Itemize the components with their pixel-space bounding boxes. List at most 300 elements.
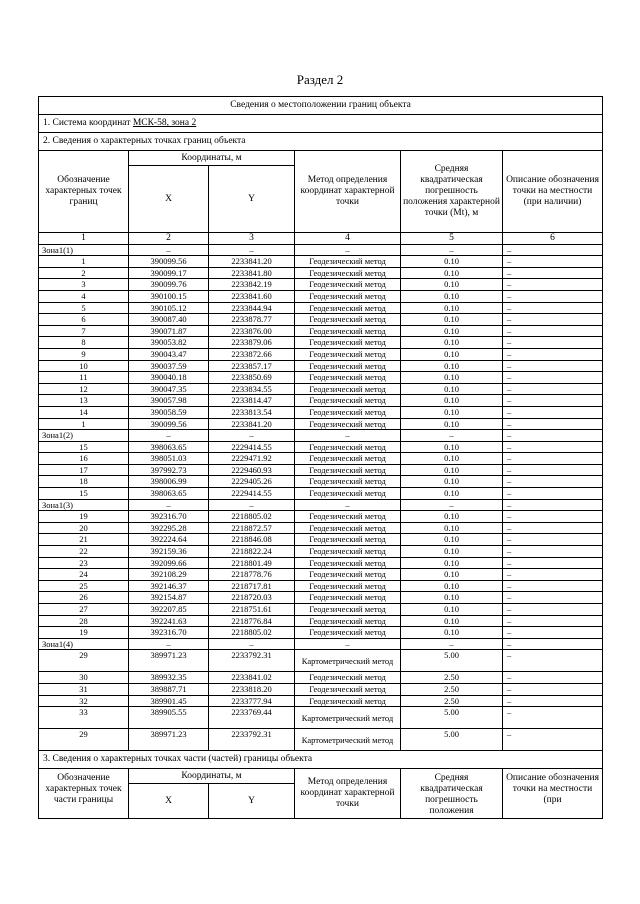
cell-method: Геодезический метод [295,279,401,291]
cell-description: – [503,337,603,349]
table-row [39,615,603,627]
table-row [39,511,603,523]
col-number: 1 [39,233,129,245]
table-row [39,464,603,476]
cell-accuracy: 0.10 [401,592,503,604]
cell-method: Геодезический метод [295,534,401,546]
header3-y: Y [209,784,295,819]
cell-x: 390037.59 [129,360,209,372]
table-row [39,557,603,569]
cell-accuracy: 0.10 [401,418,503,430]
cell-y: 2233857.17 [209,360,295,372]
cell-accuracy: 0.10 [401,534,503,546]
table-row [39,441,603,453]
table-row [39,650,603,672]
table-row [39,707,603,729]
cell-accuracy: 0.10 [401,337,503,349]
cell-method: Геодезический метод [295,372,401,384]
cell-method: Геодезический метод [295,337,401,349]
cell-description: – [503,302,603,314]
cell-method: Геодезический метод [295,627,401,639]
cell-y: – [209,499,295,511]
cell-x: 390047.35 [129,383,209,395]
cell-accuracy: 0.10 [401,464,503,476]
table-row [39,627,603,639]
cell-x: 392099.66 [129,557,209,569]
cell-x: – [129,638,209,650]
cell-point-number: 7 [39,325,129,337]
cell-description: – [503,499,603,511]
cell-x: 392154.87 [129,592,209,604]
cell-x: 398051.03 [129,453,209,465]
table-row [39,580,603,592]
cell-y: 2233841.02 [209,672,295,684]
table-row [39,569,603,581]
cell-x: 392316.70 [129,511,209,523]
table-row [39,372,603,384]
cell-method: Геодезический метод [295,522,401,534]
cell-method: Геодезический метод [295,290,401,302]
cell-y: 2218872.57 [209,522,295,534]
cell-x: 398063.65 [129,441,209,453]
cell-point-number: 8 [39,337,129,349]
table-row [39,360,603,372]
cell-point-number: 24 [39,569,129,581]
cell-method: Геодезический метод [295,592,401,604]
coord-system-value: МСК-58, зона 2 [132,118,197,128]
cell-method: Геодезический метод [295,360,401,372]
cell-description: – [503,453,603,465]
cell-point-number: 19 [39,511,129,523]
cell-accuracy: 0.10 [401,604,503,616]
cell-x: 390043.47 [129,348,209,360]
cell-accuracy: 5.00 [401,729,503,751]
cell-x: 390099.76 [129,279,209,291]
column-numbers-row [39,233,603,245]
table-row [39,383,603,395]
cell-accuracy: 0.10 [401,406,503,418]
cell-description: – [503,430,603,442]
cell-description: – [503,683,603,695]
cell-point-number: 31 [39,683,129,695]
table-row [39,256,603,268]
header-x: X [129,166,209,233]
cell-point-number: 10 [39,360,129,372]
cell-description: – [503,592,603,604]
table-row [39,672,603,684]
cell-point-number: 18 [39,476,129,488]
cell-accuracy: 2.50 [401,695,503,707]
zone-row [39,638,603,650]
table-row [39,729,603,751]
cell-x: 392224.64 [129,534,209,546]
cell-y: 2218720.03 [209,592,295,604]
cell-description: – [503,488,603,500]
cell-x: 392295.28 [129,522,209,534]
cell-method: Геодезический метод [295,511,401,523]
table-row [39,290,603,302]
cell-point-number: 19 [39,627,129,639]
cell-method: Геодезический метод [295,441,401,453]
zone-label: Зона1(2) [39,430,129,442]
table-row [39,592,603,604]
header-accuracy: Средняя квадратическая погрешность положения характерной точки (Mt), м [401,151,503,233]
cell-description: – [503,557,603,569]
cell-x: 390058.59 [129,406,209,418]
cell-y: 2218805.02 [209,511,295,523]
cell-point-number: 23 [39,557,129,569]
cell-x: 390087.40 [129,314,209,326]
cell-y: 2218776.84 [209,615,295,627]
cell-method: Картометрический метод [295,729,401,751]
table-row [39,683,603,695]
cell-description: – [503,244,603,256]
table-row [39,418,603,430]
cell-y: – [209,430,295,442]
cell-x: 390071.87 [129,325,209,337]
col-number: 6 [503,233,603,245]
cell-y: 2218801.49 [209,557,295,569]
cell-method: Геодезический метод [295,314,401,326]
cell-point-number: 16 [39,453,129,465]
cell-description: – [503,695,603,707]
table-row [39,453,603,465]
col-number: 2 [129,233,209,245]
header3-method: Метод определения координат характерной точки [295,769,401,819]
cell-method: Геодезический метод [295,453,401,465]
cell-x: 397992.73 [129,464,209,476]
cell-method: Геодезический метод [295,406,401,418]
cell-y: 2233842.19 [209,279,295,291]
coord-system-label: 1. Система координат [43,118,133,128]
cell-y: 2233818.20 [209,683,295,695]
cell-accuracy: 0.10 [401,557,503,569]
cell-accuracy: 0.10 [401,372,503,384]
cell-point-number: 25 [39,580,129,592]
cell-method: – [295,430,401,442]
cell-accuracy: 2.50 [401,672,503,684]
cell-y: 2218846.08 [209,534,295,546]
cell-x: 390099.56 [129,418,209,430]
cell-x: 390057.98 [129,395,209,407]
cell-method: Геодезический метод [295,348,401,360]
cell-x: 389887.71 [129,683,209,695]
cell-description: – [503,627,603,639]
cell-x: 389905.55 [129,707,209,729]
cell-x: 390053.82 [129,337,209,349]
cell-description: – [503,314,603,326]
cell-point-number: 11 [39,372,129,384]
cell-y: – [209,244,295,256]
cell-description: – [503,522,603,534]
cell-method: Геодезический метод [295,488,401,500]
cell-description: – [503,406,603,418]
cell-accuracy: 0.10 [401,279,503,291]
table-row [39,604,603,616]
boundary-table [38,96,603,751]
section-title: Раздел 2 [296,72,344,87]
cell-method: Геодезический метод [295,464,401,476]
cell-y: 2229471.92 [209,453,295,465]
cell-description: – [503,464,603,476]
cell-method: – [295,638,401,650]
cell-description: – [503,372,603,384]
cell-description: – [503,256,603,268]
boundary-document [38,96,602,819]
cell-x: 390099.56 [129,256,209,268]
cell-y: 2233777.94 [209,695,295,707]
cell-y: 2233879.06 [209,337,295,349]
cell-method: Геодезический метод [295,546,401,558]
cell-point-number: 33 [39,707,129,729]
cell-point-number: 2 [39,267,129,279]
cell-accuracy: 0.10 [401,360,503,372]
cell-method: Геодезический метод [295,256,401,268]
cell-y: 2233792.31 [209,729,295,751]
cell-accuracy: 0.10 [401,546,503,558]
cell-description: – [503,546,603,558]
cell-x: – [129,499,209,511]
cell-description: – [503,707,603,729]
cell-description: – [503,580,603,592]
header-method: Метод определения координат характерной точки [295,151,401,233]
cell-accuracy: 0.10 [401,302,503,314]
coord-system-row [39,115,603,133]
cell-description: – [503,650,603,672]
cell-y: 2229405.26 [209,476,295,488]
table-row [39,337,603,349]
cell-x: 390040.18 [129,372,209,384]
cell-y: 2233769.44 [209,707,295,729]
col-number: 4 [295,233,401,245]
cell-y: 2229414.55 [209,488,295,500]
cell-accuracy: – [401,499,503,511]
cell-description: – [503,534,603,546]
zone-row [39,244,603,256]
cell-method: Геодезический метод [295,383,401,395]
cell-method: Геодезический метод [295,302,401,314]
table-row [39,695,603,707]
cell-accuracy: 0.10 [401,395,503,407]
cell-y: 2233878.77 [209,314,295,326]
cell-y: 2229414.55 [209,441,295,453]
cell-accuracy: 0.10 [401,383,503,395]
table-row [39,546,603,558]
table-row [39,476,603,488]
cell-y: – [209,638,295,650]
header-y: Y [209,166,295,233]
cell-description: – [503,360,603,372]
cell-y: 2233834.55 [209,383,295,395]
cell-method: – [295,244,401,256]
cell-y: 2218778.76 [209,569,295,581]
cell-point-number: 28 [39,615,129,627]
cell-point-number: 29 [39,650,129,672]
cell-method: Геодезический метод [295,557,401,569]
header-description: Описание обозначения точки на местности (при наличии) [503,151,603,233]
cell-x: 389901.45 [129,695,209,707]
cell-description: – [503,638,603,650]
table-row [39,325,603,337]
cell-point-number: 29 [39,729,129,751]
cell-y: 2233850.69 [209,372,295,384]
cell-description: – [503,395,603,407]
cell-x: 389971.23 [129,729,209,751]
cell-accuracy: 0.10 [401,615,503,627]
cell-accuracy: 0.10 [401,441,503,453]
cell-point-number: 14 [39,406,129,418]
cell-point-number: 1 [39,418,129,430]
cell-accuracy: 0.10 [401,488,503,500]
cell-method: – [295,499,401,511]
cell-description: – [503,729,603,751]
table-row [39,302,603,314]
cell-point-number: 3 [39,279,129,291]
cell-method: Картометрический метод [295,650,401,672]
cell-y: 2218822.24 [209,546,295,558]
cell-description: – [503,604,603,616]
zone-row [39,430,603,442]
cell-x: – [129,244,209,256]
cell-description: – [503,511,603,523]
cell-description: – [503,290,603,302]
table-row [39,488,603,500]
section2-title: 2. Сведения о характерных точках границ объекта [39,133,603,151]
cell-accuracy: 0.10 [401,290,503,302]
cell-method: Геодезический метод [295,580,401,592]
cell-point-number: 15 [39,441,129,453]
cell-x: 392108.29 [129,569,209,581]
cell-point-number: 1 [39,256,129,268]
cell-y: 2233844.94 [209,302,295,314]
cell-x: 390099.17 [129,267,209,279]
cell-accuracy: 0.10 [401,256,503,268]
cell-description: – [503,418,603,430]
cell-description: – [503,441,603,453]
cell-accuracy: – [401,430,503,442]
cell-method: Геодезический метод [295,604,401,616]
cell-method: Геодезический метод [295,615,401,627]
header3-description: Описание обозначения точки на местности (при [503,769,603,819]
zone-label: Зона1(1) [39,244,129,256]
section3-title: 3. Сведения о характерных точках части (частей) границы объекта [39,751,603,769]
header3-designation: Обозначение характерных точек части границы [39,769,129,819]
header-coords: Координаты, м [129,151,295,166]
cell-y: 2233841.80 [209,267,295,279]
header-designation: Обозначение характерных точек границ [39,151,129,233]
cell-y: 2233876.00 [209,325,295,337]
cell-method: Геодезический метод [295,569,401,581]
cell-accuracy: 2.50 [401,683,503,695]
cell-y: 2233813.54 [209,406,295,418]
zone-label: Зона1(4) [39,638,129,650]
cell-point-number: 21 [39,534,129,546]
zone-row [39,499,603,511]
cell-point-number: 5 [39,302,129,314]
cell-point-number: 30 [39,672,129,684]
cell-x: 389971.23 [129,650,209,672]
cell-y: 2218805.02 [209,627,295,639]
table-row [39,279,603,291]
cell-x: 392241.63 [129,615,209,627]
cell-x: 390100.15 [129,290,209,302]
cell-point-number: 12 [39,383,129,395]
cell-method: Картометрический метод [295,707,401,729]
cell-x: 389932.35 [129,672,209,684]
cell-accuracy: 0.10 [401,267,503,279]
table-row [39,348,603,360]
header3-coords: Координаты, м [129,769,295,784]
cell-accuracy: 0.10 [401,314,503,326]
cell-description: – [503,279,603,291]
part-boundary-table [38,751,603,819]
cell-accuracy: 0.10 [401,580,503,592]
col-number: 3 [209,233,295,245]
cell-method: Геодезический метод [295,695,401,707]
cell-method: Геодезический метод [295,267,401,279]
cell-y: 2233841.20 [209,256,295,268]
cell-x: 398006.99 [129,476,209,488]
cell-description: – [503,348,603,360]
cell-accuracy: 0.10 [401,511,503,523]
block-title: Сведения о местоположении границ объекта [39,97,603,115]
cell-point-number: 4 [39,290,129,302]
cell-description: – [503,672,603,684]
cell-y: 2233841.60 [209,290,295,302]
cell-point-number: 17 [39,464,129,476]
cell-point-number: 26 [39,592,129,604]
table-row [39,395,603,407]
table-row [39,522,603,534]
cell-point-number: 32 [39,695,129,707]
table-row [39,534,603,546]
cell-method: Геодезический метод [295,683,401,695]
table-row [39,267,603,279]
cell-accuracy: 0.10 [401,476,503,488]
cell-point-number: 9 [39,348,129,360]
cell-method: Геодезический метод [295,418,401,430]
cell-x: 392207.85 [129,604,209,616]
cell-y: 2233841.20 [209,418,295,430]
cell-y: 2229460.93 [209,464,295,476]
zone-label: Зона1(3) [39,499,129,511]
cell-method: Геодезический метод [295,672,401,684]
cell-description: – [503,325,603,337]
cell-method: Геодезический метод [295,476,401,488]
cell-x: – [129,430,209,442]
cell-y: 2233792.31 [209,650,295,672]
cell-method: Геодезический метод [295,395,401,407]
cell-accuracy: – [401,638,503,650]
cell-accuracy: 0.10 [401,522,503,534]
cell-description: – [503,476,603,488]
cell-x: 398063.65 [129,488,209,500]
cell-x: 392159.36 [129,546,209,558]
cell-x: 390105.12 [129,302,209,314]
cell-accuracy: 5.00 [401,707,503,729]
cell-accuracy: 0.10 [401,453,503,465]
cell-y: 2218717.81 [209,580,295,592]
cell-point-number: 6 [39,314,129,326]
table-row [39,314,603,326]
cell-y: 2218751.61 [209,604,295,616]
cell-x: 392146.37 [129,580,209,592]
cell-point-number: 27 [39,604,129,616]
cell-point-number: 15 [39,488,129,500]
cell-x: 392316.70 [129,627,209,639]
cell-y: 2233872.66 [209,348,295,360]
cell-accuracy: – [401,244,503,256]
